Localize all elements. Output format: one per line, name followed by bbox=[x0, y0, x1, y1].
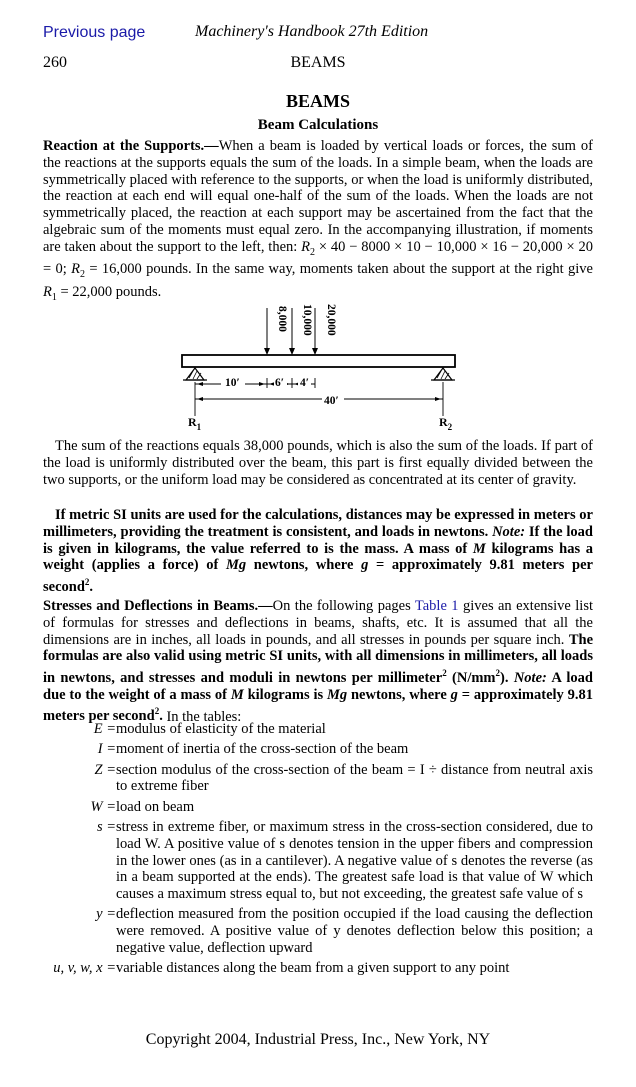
load-label-20000: 20,000 bbox=[325, 304, 337, 336]
previous-page-link[interactable]: Previous page bbox=[43, 24, 146, 41]
reaction-heading: Reaction at the Supports.— bbox=[43, 138, 219, 154]
load-label-8000: 8,000 bbox=[276, 306, 288, 332]
section-title: BEAMS bbox=[285, 91, 350, 111]
definitions-list bbox=[43, 721, 593, 981]
load-arrow-10000 bbox=[289, 308, 295, 355]
handbook-title: Machinery's Handbook 27th Edition bbox=[195, 23, 429, 40]
stress-heading: Stresses and Deflections in Beams.— bbox=[43, 598, 273, 614]
dim-label-4: 4′ bbox=[300, 377, 309, 389]
metric-paragraph: If metric SI units are used for the calculations, distances may be expressed in meters or millimeters, providing the treatment is consistent, and loads in newtons. Note: If the load is given in kilograms, the value referred to is the mass. A mass of M kilograms has a weight (applies a force) of Mg newtons, where g = approximately 9.81 meters per second$^2$. bbox=[43, 507, 593, 596]
definition-i: I = moment of inertia of the cross-section of the beam bbox=[97, 741, 409, 758]
section-subtitle: Beam Calculations bbox=[257, 117, 379, 133]
definition-y: y = deflection measured from the position occupied if the load causing the deflection were removed. A positive value of y denotes deflection below this position; a negative value, deflection upward bbox=[96, 906, 593, 957]
definition-z: Z = section modulus of the cross-section of the beam = I ÷ distance from neutral axis to extreme fiber bbox=[94, 761, 593, 795]
reaction-label-r1: $R_1$ bbox=[188, 415, 202, 432]
definition-s: s = stress in extreme fiber, or maximum stress in the cross-section considered, due to load W. A positive value of s denotes tension in the upper fibers and compression in the lower ones (as in a cantilever). A negative value of s denotes the reverse (as in a beam supported at the ends). The greatest safe load is that value of W which causes a maximum stress equal to, but not exceeding, the greatest safe value of s bbox=[96, 818, 593, 903]
running-head: BEAMS bbox=[290, 54, 346, 71]
definition-uvwx: u, v, w, x = variable distances along the beam from a given support to any point bbox=[53, 960, 510, 977]
beam-diagram bbox=[175, 298, 465, 434]
table-1-link[interactable]: Table 1 bbox=[414, 598, 459, 614]
copyright-footer: Copyright 2004, Industrial Press, Inc., New York, NY bbox=[145, 1031, 491, 1048]
stress-paragraph: Stresses and Deflections in Beams.—On the following pages Table 1 gives an extensive list of formulas for stresses and deflections in beams, shafts, etc. It is assumed that all the dimensions are in inches, all loads in pounds, and all stresses in pounds per square inch. The formulas are also valid using metric SI units, with all dimensions in millimeters, all loads in newtons, and stresses and moduli in newtons per millimeter$^2$ $(N/mm^2)$. Note: A load due to the weight of a mass of M kilograms is Mg newtons, where g = approximately 9.81 meters per second$^2$. In the tables: bbox=[43, 598, 594, 725]
load-arrow-8000 bbox=[264, 308, 270, 355]
right-support bbox=[431, 368, 455, 380]
reaction-label-r2: $R_2$ bbox=[439, 415, 453, 432]
span-label: 40′ bbox=[324, 395, 339, 407]
sum-paragraph: The sum of the reactions equals 38,000 pounds, which is also the sum of the loads. If part of the load is uniformly distributed over the beam, this part is first equally divided between the two supports, or the uniform load may be considered as concentrated at its center of gravity. bbox=[43, 438, 593, 488]
reaction-paragraph: Reaction at the Supports.—When a beam is loaded by vertical loads or forces, the sum of the reactions at the supports equals the sum of the loads. In a simple beam, when the loads are symmetrically placed with reference to the supports, or when the load is uniformly distributed, the reaction at each end will equal one-half of the sum of the loads. When the loads are not symmetrically placed, the reaction at each support may be ascertained from the fact that the algebraic sum of the moments must equal zero. In the accompanying illustration, if moments are taken about the support to the left, then: $R_2 \times 40 - 8000 \times 10 - 10,000 \times 16 - 20,000 \times 20 = 0$; $R_2 = 16,000$ pounds. In the same way, moments taken about the support at the right give $R_1 = 22,000$ pounds. bbox=[43, 138, 593, 304]
dim-label-10: 10′ bbox=[225, 377, 240, 389]
beam bbox=[182, 355, 455, 367]
page-number: 260 bbox=[43, 54, 67, 71]
load-label-10000: 10,000 bbox=[301, 304, 313, 336]
left-support bbox=[183, 368, 207, 380]
definition-e: E = modulus of elasticity of the material bbox=[93, 721, 326, 737]
dim-label-6: 6′ bbox=[275, 377, 284, 389]
definition-w: W = load on beam bbox=[90, 798, 195, 815]
